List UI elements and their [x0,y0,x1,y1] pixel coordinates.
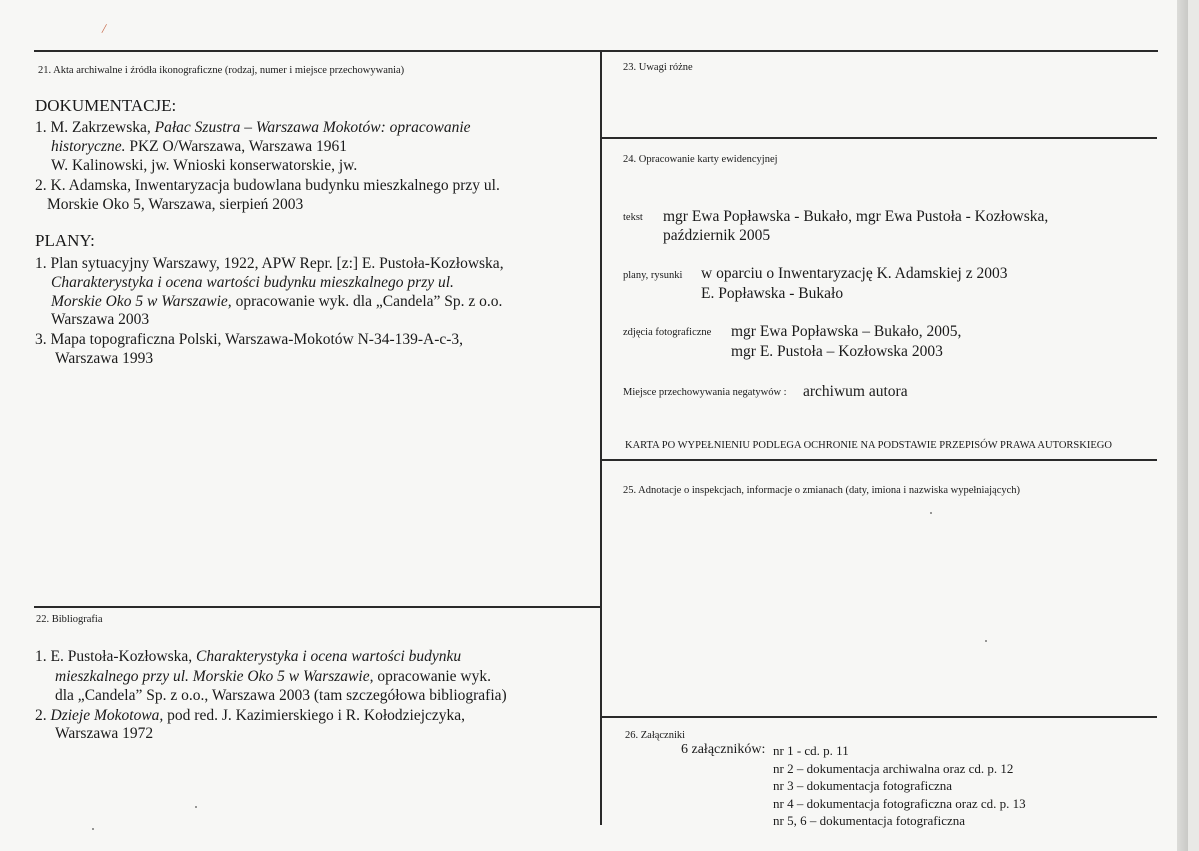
bibliography-item-2-line-2: Warszawa 1972 [55,725,154,742]
b2-number: 2. [35,707,51,724]
plany-item-1-line-1: 1. Plan sytuacyjny Warszawy, 1922, APW Repr. [z:] E. Pustoła-Kozłowska, [35,255,504,272]
bibliography-item-1-line-3: dla „Candela” Sp. z o.o., Warszawa 2003 (tam szczegółowa bibliografia) [55,687,507,704]
b1-title: Charakterystyka i ocena wartości budynku [196,648,462,665]
section-24-header: 24. Opracowanie karty ewidencyjnej [623,154,778,165]
attachments-list [773,742,1026,830]
attachment-item: nr 5, 6 – dokumentacja fotograficzna [773,813,966,828]
zdjecia-label: zdjęcia fotograficzne [623,327,712,338]
b2-editors: pod red. J. Kazimierskiego i R. Kołodziejczyka, [163,707,466,724]
dokumentacje-item-2-line-2: Morskie Oko 5, Warszawa, sierpień 2003 [47,196,304,213]
pl1-publisher: opracowanie wyk. dla „Candela” Sp. z o.o. [231,293,503,310]
zdjecia-line-2: mgr E. Pustoła – Kozłowska 2003 [731,343,943,360]
plany-line-2: E. Popławska - Bukało [701,285,844,302]
plany-title: PLANY: [35,231,95,250]
tekst-label: tekst [623,212,643,223]
section-21-header: 21. Akta archiwalne i źródła ikonograficzne (rodzaj, numer i miejsce przechowywania) [38,65,405,76]
scan-speck [985,640,987,642]
plany-label: plany, rysunki [623,270,683,281]
dokumentacje-item-1-line-3: W. Kalinowski, jw. Wnioski konserwatorskie, jw. [51,157,358,174]
pencil-mark: / [100,21,108,38]
tekst-line-1: mgr Ewa Popławska - Bukało, mgr Ewa Pustoła - Kozłowska, [663,208,1049,225]
scan-speck [930,512,932,514]
b1-title-cont: mieszkalnego przy ul. Morskie Oko 5 w Warszawie, [55,668,374,685]
dok1-title-cont: historyczne. [51,138,126,155]
miejsce-value: archiwum autora [803,383,908,400]
bibliography-item-1-line-1 [35,647,461,666]
copyright-notice: KARTA PO WYPEŁNIENIU PODLEGA OCHRONIE NA PODSTAWIE PRZEPISÓW PRAWA AUTORSKIEGO [625,440,1112,451]
zdjecia-line-1: mgr Ewa Popławska – Bukało, 2005, [731,323,962,340]
section-22-header: 22. Bibliografia [36,614,103,625]
plany-item-3-line-1: 3. Mapa topograficzna Polski, Warszawa-Mokotów N-34-139-A-c-3, [35,331,464,348]
miejsce-label: Miejsce przechowywania negatywów : [623,387,787,398]
attachment-item: nr 4 – dokumentacja fotograficzna oraz cd. p. 13 [773,795,1026,811]
attachment-item: nr 1 - cd. p. 11 [773,743,849,758]
plany-item-3-line-2: Warszawa 1993 [55,350,154,367]
dok1-author: 1. M. Zakrzewska, [35,119,155,136]
plany-item-1-line-2: Charakterystyka i ocena wartości budynku mieszkalnego przy ul. [51,274,454,291]
rule-23-24 [601,137,1157,139]
plany-item-1-line-4: Warszawa 2003 [51,311,150,328]
center-divider [600,50,602,825]
attachment-item: nr 2 – dokumentacja archiwalna oraz cd. p. 12 [773,760,1014,776]
dok1-title: Pałac Szustra – Warszawa Mokotów: opracowanie [154,119,471,136]
scan-speck [195,806,197,808]
attachment-item: nr 3 – dokumentacja fotograficzna [773,778,953,793]
plany-item-1-line-3 [51,292,502,311]
bibliography-item-2-line-1 [35,706,465,725]
scan-speck [92,828,94,830]
bibliography-item-1-line-2 [55,667,491,686]
rule-21-22 [34,606,601,608]
tekst-line-2: październik 2005 [663,227,771,244]
section-25-header: 25. Adnotacje o inspekcjach, informacje o zmianach (daty, imiona i nazwiska wypełniających) [623,485,1021,496]
dokumentacje-item-1-line-2 [51,137,347,156]
pl1-place: Morskie Oko 5 w Warszawie, [51,293,232,310]
page-edge-shadow [1177,0,1188,851]
b1-author: 1. E. Pustoła-Kozłowska, [35,648,197,665]
dokumentacje-item-1-line-1 [35,118,471,137]
rule-25-26 [601,716,1157,718]
rule-24-25 [601,459,1157,461]
b1-desc: opracowanie wyk. [373,668,491,685]
top-rule [34,50,1158,52]
dok1-publisher: PKZ O/Warszawa, Warszawa 1961 [125,138,347,155]
dokumentacje-item-2-line-1: 2. K. Adamska, Inwentaryzacja budowlana budynku mieszkalnego przy ul. [35,177,500,194]
b2-title: Dzieje Mokotowa, [50,707,164,724]
attachments-count: 6 załączników: [681,742,766,757]
dokumentacje-title: DOKUMENTACJE: [35,96,177,115]
section-23-header: 23. Uwagi różne [623,62,693,73]
plany-line-1: w oparciu o Inwentaryzację K. Adamskiej z 2003 [701,265,1008,282]
section-26-header: 26. Załączniki [625,730,686,741]
